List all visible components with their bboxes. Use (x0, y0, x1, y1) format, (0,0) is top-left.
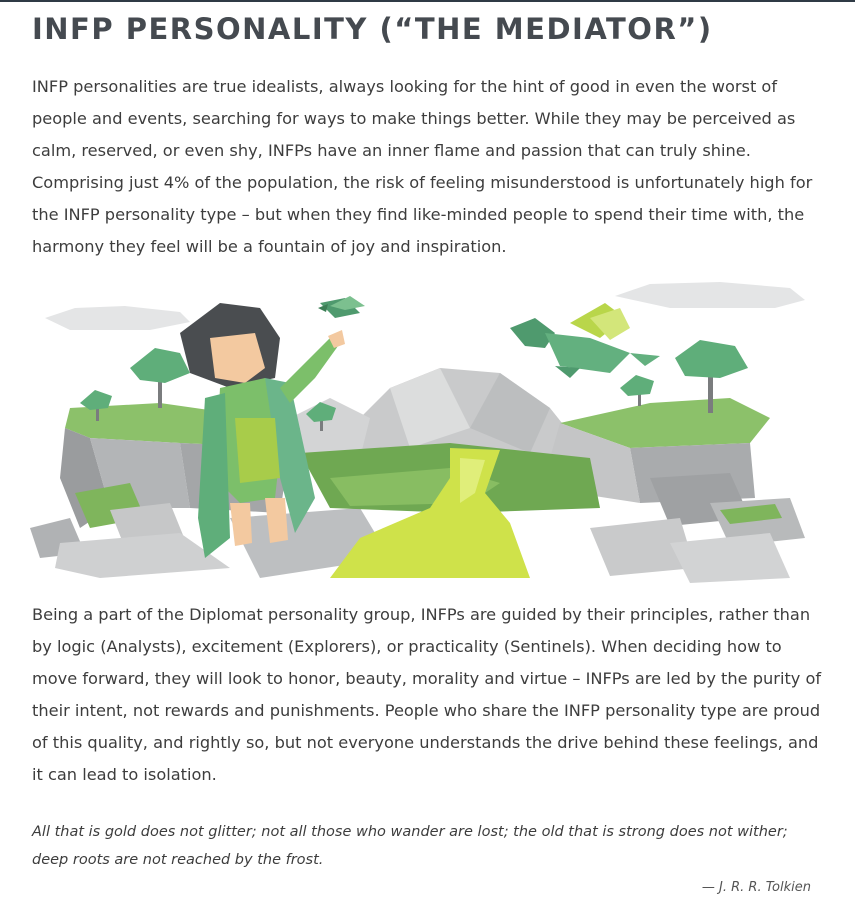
bird-icon (318, 296, 365, 318)
body-paragraph: Being a part of the Diplomat personality group, INFPs are guided by their principles, rather than by logic (Analysts), excitement (Explorers), or practicality (Sentinels). When deciding how to move forward, they will look to honor, beauty, morality and virtue – INFPs are led by the purity of their intent, not rewards and punishments. People who share the INFP personality type are proud of this quality, and rightly so, but not everyone understands the drive behind these feelings, and it can lead to isolation. (32, 605, 822, 784)
page-title: INFP PERSONALITY (“THE MEDIATOR”) (32, 12, 713, 46)
top-border (0, 0, 855, 2)
mediator-character-illustration-icon (30, 278, 820, 588)
quote-author: — J. R. R. Tolkien (701, 880, 811, 895)
cloud-icon (45, 282, 805, 330)
dragon-icon (510, 303, 660, 378)
tolkien-quote: All that is gold does not glitter; not all those who wander are lost; the old that is strong does not wither; deep roots are not reached by the frost. (32, 824, 788, 868)
intro-paragraph: INFP personalities are true idealists, always looking for the hint of good in even the worst of people and events, searching for ways to make things better. While they may be perceived as calm, reserved, or even shy, INFPs have an inner flame and passion that can truly shine. Comprising just 4% of the population, the risk of feeling misunderstood is unfortunately high for the INFP personality type – but when they find like-minded people to spend their time with, the harmony they feel will be a fountain of joy and inspiration. (32, 77, 813, 256)
